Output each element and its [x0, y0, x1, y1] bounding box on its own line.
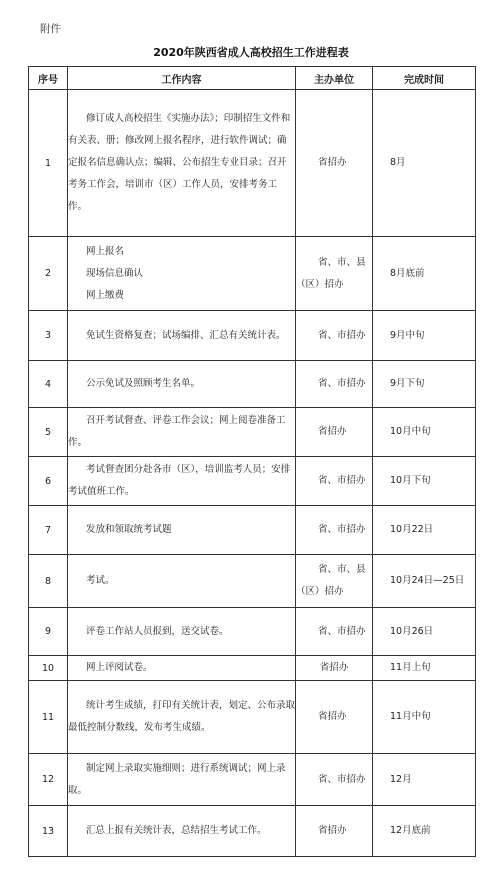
schedule-table	[28, 66, 476, 857]
row-time	[373, 237, 476, 311]
row-org-text: 省、市招办	[318, 378, 366, 389]
row-num: 8	[29, 555, 68, 608]
row-org-text: 省招办	[318, 426, 347, 437]
row-content-text: 公示免试及照顾考生名单。	[86, 378, 201, 389]
row-org	[296, 506, 373, 555]
row-org	[296, 311, 373, 361]
row-content	[68, 555, 296, 608]
row-org-text: 省、市招办	[318, 625, 366, 637]
row-time	[373, 608, 476, 656]
row-content-text: 汇总上报有关统计表，总结招生考试工作。	[86, 825, 267, 836]
row-time-text: 11月上旬	[390, 662, 431, 673]
row-num: 11	[29, 681, 68, 754]
row-content	[68, 408, 296, 457]
row-num: 5	[29, 408, 68, 457]
row-time-text: 10月26日	[390, 625, 434, 637]
row-org-text: 省、市招办	[318, 524, 366, 535]
row-content-text: 发放和领取统考试题	[86, 524, 172, 535]
row-content	[68, 90, 296, 237]
row-content	[68, 608, 296, 656]
row-org-text: 省招办	[318, 157, 347, 168]
row-content-text: 考试。	[86, 575, 115, 586]
row-time-text: 11月中旬	[390, 711, 431, 722]
page-title: 2020年陕西省成人高校招生工作进程表	[153, 46, 349, 59]
content-line: 现场信息确认	[86, 267, 144, 279]
row-time-text: 10月下旬	[390, 475, 431, 486]
row-content	[68, 237, 296, 311]
row-org	[296, 656, 373, 681]
row-org-text: 省招办	[319, 662, 349, 673]
row-num: 12	[29, 754, 68, 806]
table-row	[29, 681, 476, 754]
row-time-text: 10月24日—25日	[390, 575, 465, 586]
row-org-text: 省、市、县（区）招办	[296, 564, 366, 597]
row-org	[296, 361, 373, 408]
row-org	[296, 90, 373, 237]
table-row	[29, 457, 476, 506]
row-org	[296, 754, 373, 806]
table-row	[29, 408, 476, 457]
row-num: 4	[29, 361, 68, 408]
row-org	[296, 408, 373, 457]
table-row	[29, 361, 476, 408]
row-org-text: 省招办	[318, 825, 347, 836]
row-time-text: 10月中旬	[390, 426, 431, 437]
row-content	[68, 681, 296, 754]
row-num: 6	[29, 457, 68, 506]
row-org	[296, 681, 373, 754]
row-content	[68, 361, 296, 408]
content-line: 网上缴费	[86, 289, 125, 301]
row-content-text: 制定网上录取实施细则；进行系统调试；网上录取。	[68, 762, 286, 796]
row-org	[296, 237, 373, 311]
header-org: 主办单位	[296, 67, 373, 90]
row-content-text: 评卷工作站人员报到，送交试卷。	[86, 625, 229, 637]
row-org-text: 省、市招办	[318, 475, 366, 486]
row-org-text: 省、市招办	[318, 773, 366, 785]
row-num: 10	[29, 656, 68, 681]
row-time	[373, 361, 476, 408]
row-org	[296, 457, 373, 506]
row-num: 7	[29, 506, 68, 555]
row-content-text: 网上评阅试卷。	[86, 662, 153, 673]
table-row	[29, 90, 476, 237]
row-org	[296, 806, 373, 857]
row-time	[373, 506, 476, 555]
row-org-text: 省、市招办	[318, 329, 366, 341]
row-time-text: 12月	[390, 773, 412, 785]
table-row	[29, 754, 476, 806]
row-time-text: 10月22日	[390, 524, 434, 535]
row-content	[68, 656, 296, 681]
row-time	[373, 90, 476, 237]
row-time	[373, 408, 476, 457]
table-row	[29, 555, 476, 608]
header-content: 工作内容	[68, 67, 296, 90]
row-org-text: 省、市、县（区）招办	[296, 256, 366, 290]
row-content-text: 修订成人高校招生《实施办法》；印制招生文件和有关表、册；修改网上报名程序，进行软件调试；确定报名信息确认点；编辑、公布招生专业目录；召开考务工作会，培训市（区）工作人员，安排考务工作。	[68, 113, 291, 212]
row-num: 1	[29, 90, 68, 237]
row-num: 2	[29, 237, 68, 311]
header-time: 完成时间	[373, 67, 476, 90]
row-time	[373, 555, 476, 608]
content-line: 网上报名	[86, 245, 125, 257]
row-time-text: 9月下旬	[390, 378, 425, 389]
row-org	[296, 555, 373, 608]
row-content-text: 考试督查团分赴各市（区），培训监考人员；安排考试值班工作。	[68, 464, 291, 497]
table-row	[29, 806, 476, 857]
row-num: 13	[29, 806, 68, 857]
row-content-text: 免试生资格复查；试场编排、汇总有关统计表。	[86, 329, 286, 341]
row-content	[68, 506, 296, 555]
row-time-text: 8月	[390, 157, 406, 168]
table-header-row	[29, 67, 476, 90]
row-content-text: 召开考试督查、评卷工作会议；网上阅卷准备工作。	[68, 415, 286, 448]
row-time	[373, 806, 476, 857]
table-row	[29, 237, 476, 311]
attachment-label: 附件	[40, 23, 61, 35]
row-content	[68, 754, 296, 806]
row-content	[68, 311, 296, 361]
table-row	[29, 656, 476, 681]
header-num: 序号	[29, 67, 68, 90]
table-row	[29, 506, 476, 555]
row-time	[373, 754, 476, 806]
table-row	[29, 311, 476, 361]
row-time	[373, 311, 476, 361]
row-time	[373, 681, 476, 754]
row-org	[296, 608, 373, 656]
row-content	[68, 457, 296, 506]
row-content-text: 统计考生成绩，打印有关统计表，划定、公布录取最低控制分数线，发布考生成绩。	[68, 700, 296, 733]
row-num: 3	[29, 311, 68, 361]
row-num: 9	[29, 608, 68, 656]
row-time-text: 9月中旬	[390, 329, 425, 341]
row-time	[373, 656, 476, 681]
row-time-text: 8月底前	[390, 267, 425, 279]
row-org-text: 省招办	[318, 711, 347, 722]
row-time	[373, 457, 476, 506]
row-content	[68, 806, 296, 857]
row-time-text: 12月底前	[390, 825, 431, 836]
table-row	[29, 608, 476, 656]
